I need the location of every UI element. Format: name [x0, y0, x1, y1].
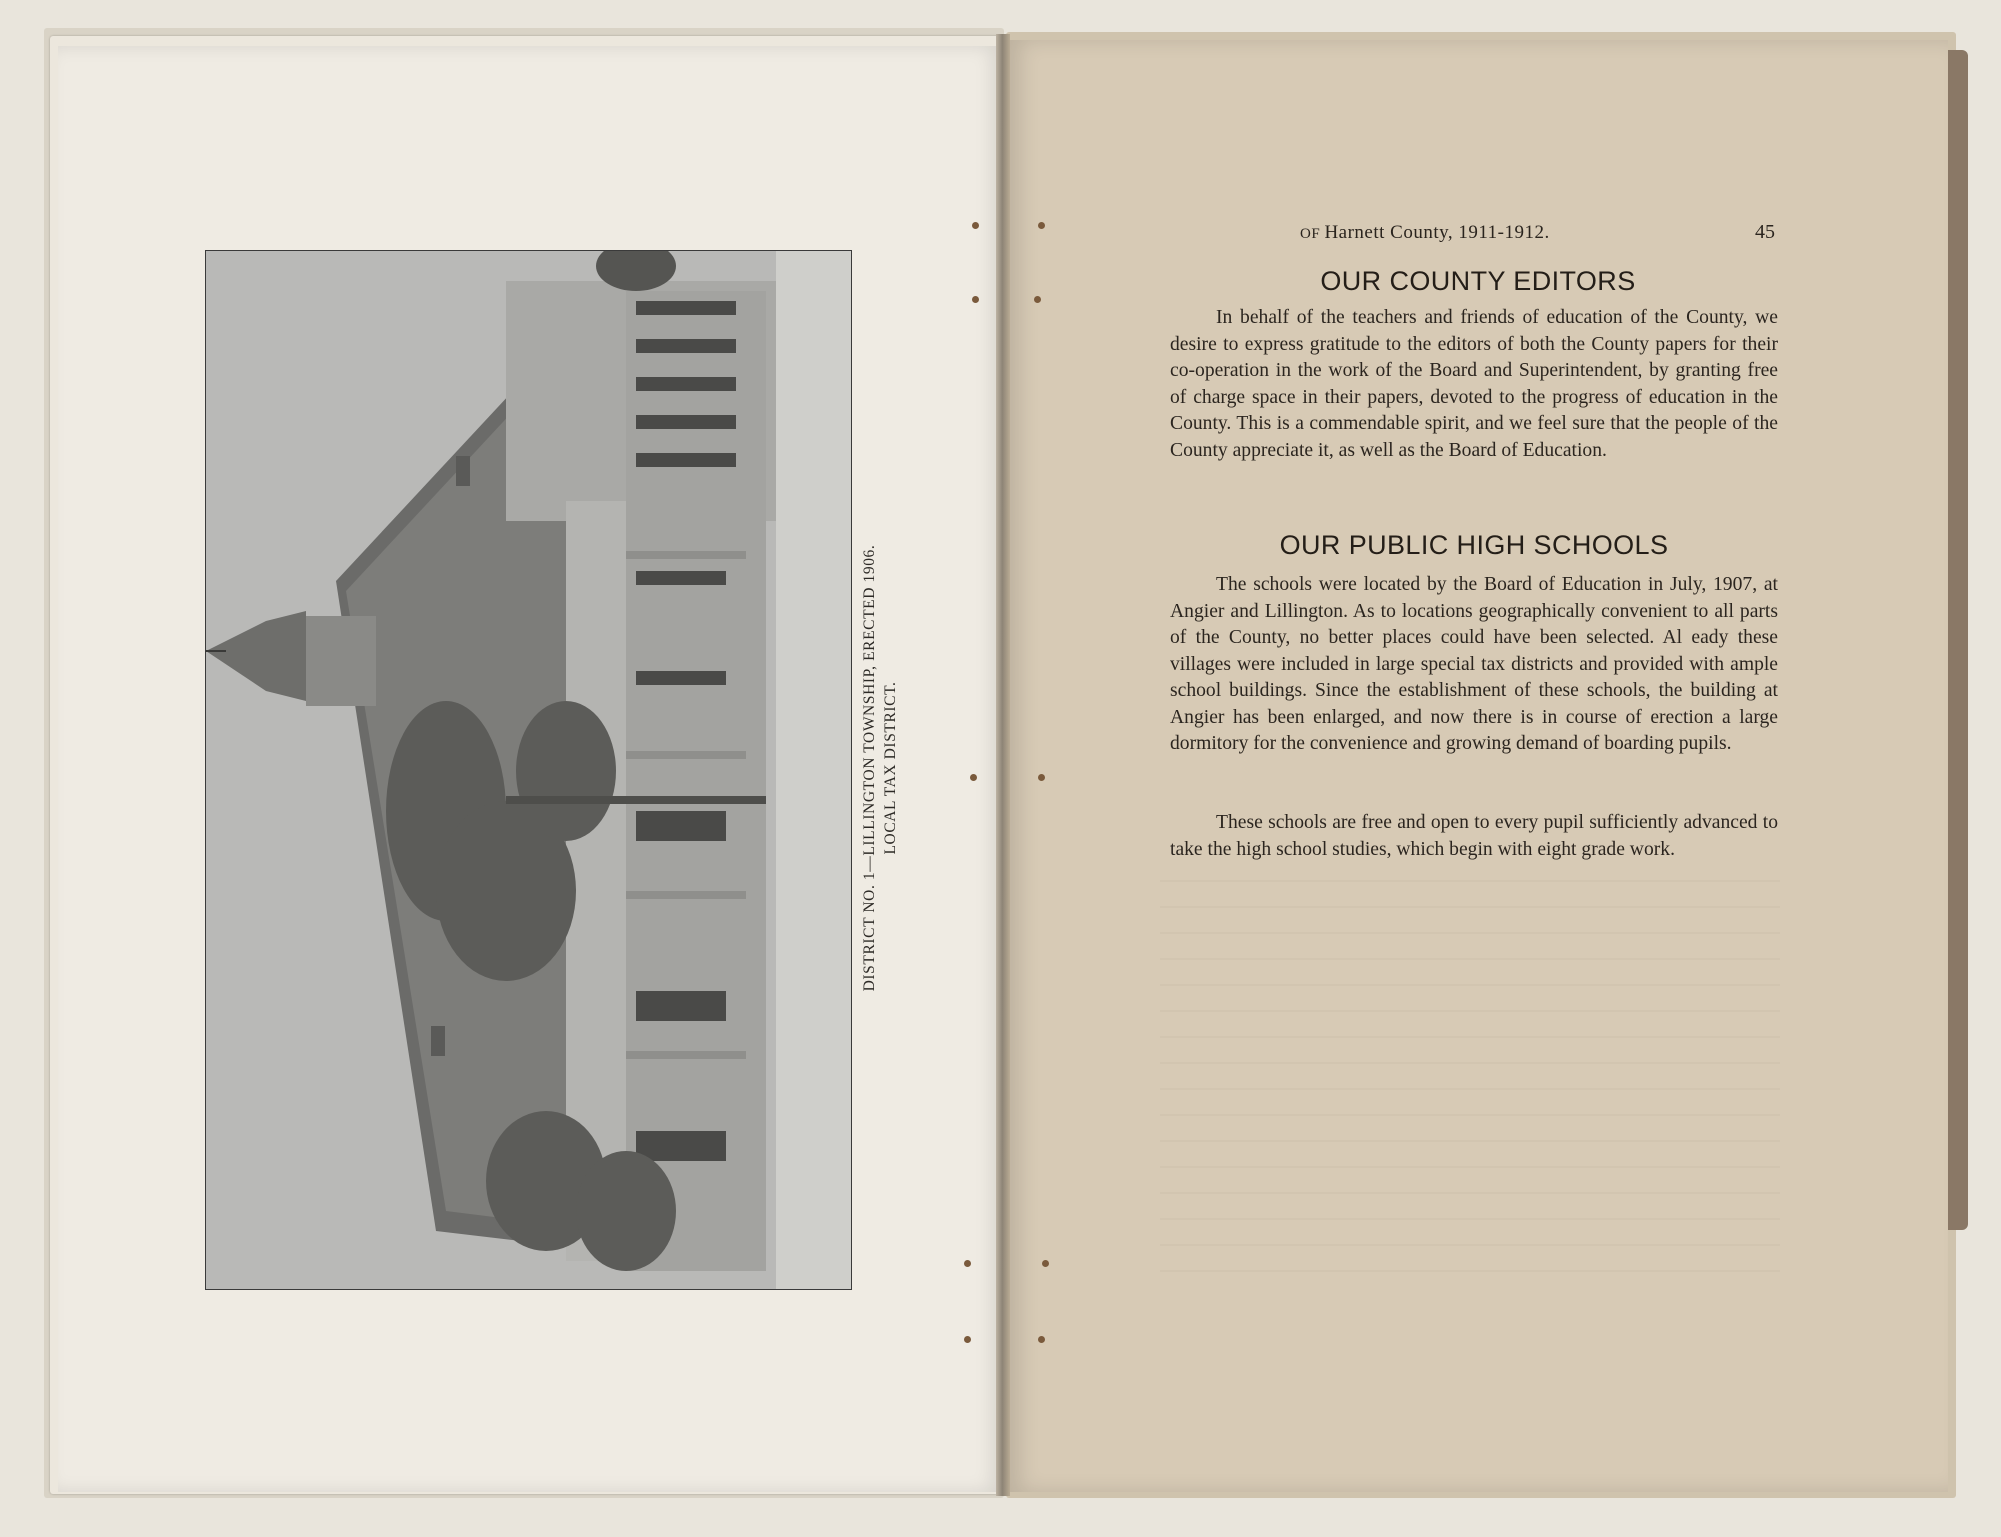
running-head-suffix: , 1911-1912.: [1447, 222, 1550, 243]
school-building-photo: [205, 250, 852, 1290]
running-head-name: Harnett County: [1324, 222, 1448, 243]
heading-county-editors: OUR COUNTY EDITORS: [1320, 266, 1636, 296]
paragraph-county-editors: In behalf of the teachers and friends of education of the County, we desire to express gratitude to the editors of both the County papers for their co-operation in the work of the Board and Superintendent, by granting free of charge space in their papers, devoted to the progress of education in the County. This is a commendable spirit, and we feel sure that the people of the County appreciate it, as well as the Board of Education.: [1170, 307, 1778, 461]
paragraph-high-schools-2: These schools are free and open to every pupil sufficiently advanced to take the high school studies, which begin with eight grade work.: [1170, 812, 1778, 860]
book-gutter: [996, 34, 1010, 1496]
binding-hole: [1038, 222, 1045, 229]
caption-line-2: LOCAL TAX DISTRICT.: [882, 681, 899, 855]
running-head: [1300, 222, 1780, 244]
binding-hole: [964, 1336, 971, 1343]
heading-public-high-schools: OUR PUBLIC HIGH SCHOOLS: [1279, 530, 1669, 560]
binding-hole: [970, 774, 977, 781]
running-head-prefix: OF: [1300, 226, 1325, 242]
binding-hole: [972, 296, 979, 303]
photo-illustration: [206, 251, 851, 1289]
binding-hole: [1038, 1336, 1045, 1343]
binding-hole: [1042, 1260, 1049, 1267]
page-number: 45: [1755, 221, 1775, 243]
photo-caption: [859, 545, 901, 992]
binding-hole: [972, 222, 979, 229]
show-through-text: [1160, 880, 1780, 1280]
binding-hole: [1034, 296, 1041, 303]
binding-hole: [964, 1260, 971, 1267]
binding-hole: [1038, 774, 1045, 781]
caption-line-1: DISTRICT NO. 1—LILLINGTON TOWNSHIP, ERECTED 1906.: [861, 544, 878, 992]
paragraph-high-schools-1: The schools were located by the Board of Education in July, 1907, at Angier and Lillington. As to locations geographically convenient to all parts of the County, no better places could have been selected. Al eady these villages were included in large special tax districts and provided with ample school buildings. Since the establishment of these schools, the building at Angier has been enlarged, and now there is in course of erection a large dormitory for the convenience and growing demand of boarding pupils.: [1170, 574, 1778, 754]
